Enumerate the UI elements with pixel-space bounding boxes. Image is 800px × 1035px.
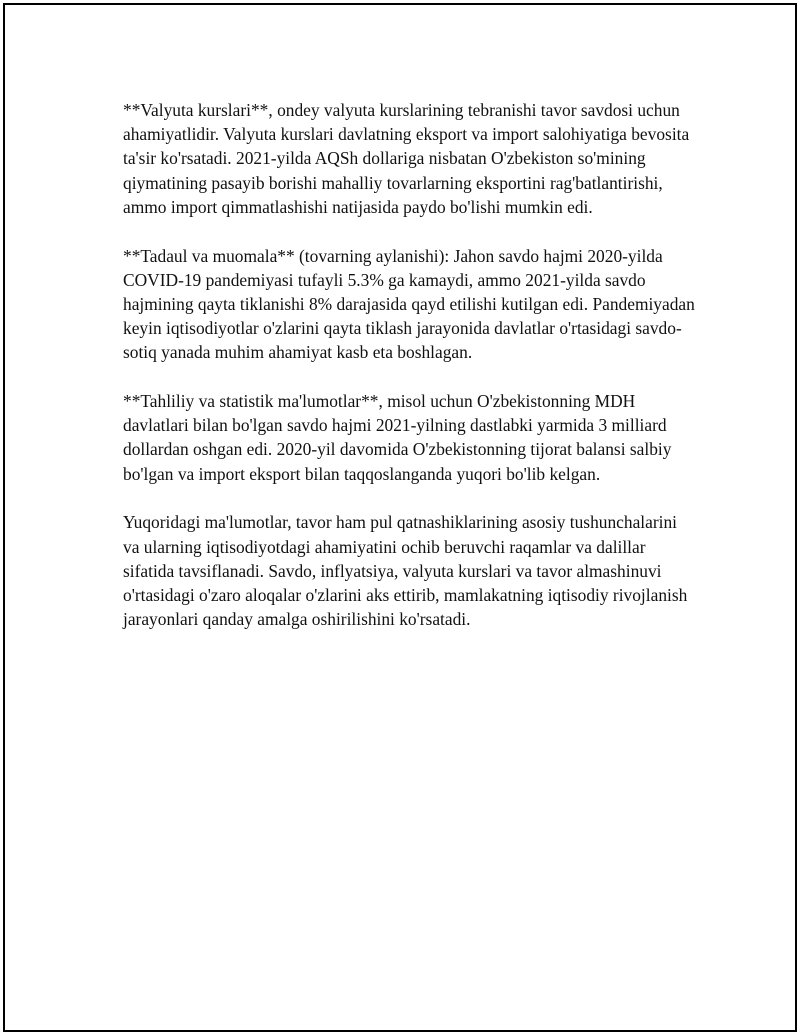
paragraph-trade-circulation: **Tadaul va muomala** (tovarning aylanishi): Jahon savdo hajmi 2020-yilda COVID-19 pandemiyasi tufayli 5.3% ga kamaydi, ammo 2021-yilda savdo hajmining qayta tiklanishi 8% darajasida qayd etilishi kutilgan edi. Pandemiyadan keyin iqtisodiyotlar o'zlarini qayta tiklash jarayonida davlatlar o'rtasidagi savdo-sotiq yanada muhim ahamiyat kasb eta boshlagan. [123, 245, 695, 363]
paragraph-statistics: **Tahliliy va statistik ma'lumotlar**, misol uchun O'zbekistonning MDH davlatlari bilan bo'lgan savdo hajmi 2021-yilning dastlabki yarmida 3 milliard dollardan oshgan edi. 2020-yil davomida O'zbekistonning tijorat balansi salbiy bo'lgan va import eksport bilan taqqoslanganda yuqori bo'lib kelgan. [123, 391, 672, 484]
paragraph-exchange-rates: **Valyuta kurslari**, ondey valyuta kurslarining tebranishi tavor savdosi uchun ahamiyatlidir. Valyuta kurslari davlatning eksport va import salohiyatiga bevosita ta'sir ko'rsatadi. 2021-yilda AQSh dollariga nisbatan O'zbekiston so'mining qiymatining pasayib borishi mahalliy tovarlarning eksportini rag'batlantirishi, ammo import qimmatlashishi natijasida paydo bo'lishi mumkin edi. [123, 100, 690, 217]
document-body [123, 98, 695, 656]
paragraph-summary: Yuqoridagi ma'lumotlar, tavor ham pul qatnashiklarining asosiy tushunchalarini va ularning iqtisodiyotdagi ahamiyatini ochib beruvchi raqamlar va dalillar sifatida tavsiflanadi. Savdo, inflyatsiya, valyuta kurslari va tavor almashinuvi o'rtasidagi o'zaro aloqalar o'zlarini aks ettirib, mamlakatning iqtisodiy rivojlanish jarayonlari qanday amalga oshirilishini ko'rsatadi. [123, 512, 688, 630]
page-border [3, 3, 797, 1032]
